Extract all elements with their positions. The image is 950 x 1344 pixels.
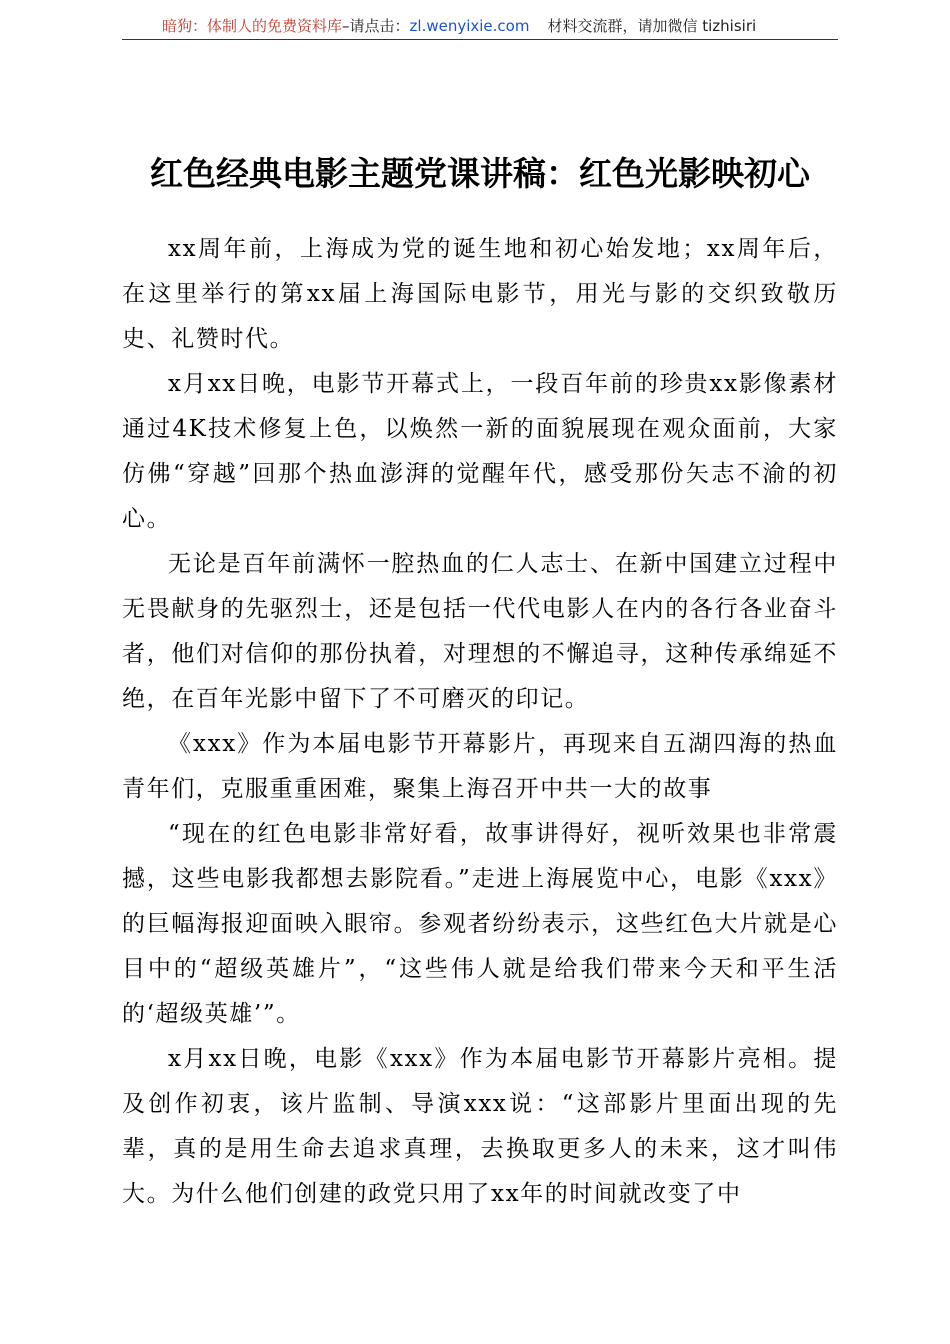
paragraph-2: x月xx日晚，电影节开幕式上，一段百年前的珍贵xx影像素材通过4K技术修复上色，以焕然一新的面貌展现在观众面前，大家仿佛“穿越”回那个热血澎湃的觉醒年代，感受那份矢志不渝的初心。 — [122, 371, 838, 532]
header-divider — [122, 39, 838, 40]
header-contact-text: 材料交流群，请加微信 tizhisiri — [547, 17, 757, 35]
paragraph-3: 无论是百年前满怀一腔热血的仁人志士、在新中国建立过程中无畏献身的先驱烈士，还是包括一代代电影人在内的各行各业奋斗者，他们对信仰的那份执着，对理想的不懈追寻，这种传承绵延不绝，在百年光影中留下了不可磨灭的印记。 — [122, 551, 838, 712]
paragraph-6: x月xx日晚，电影《xxx》作为本届电影节开幕影片亮相。提及创作初衷，该片监制、导演xxx说：“这部影片里面出现的先辈，真的是用生命去追求真理，去换取更多人的未来，这才叫伟大。为什么他们创建的政党只用了xx年的时间就改变了中 — [122, 1046, 838, 1207]
paragraph-5: “现在的红色电影非常好看，故事讲得好，视听效果也非常震撼，这些电影我都想去影院看。”走进上海展览中心，电影《xxx》的巨幅海报迎面映入眼帘。参观者纷纷表示，这些红色大片就是心目中的“超级英雄片”，“这些伟人就是给我们带来今天和平生活的‘超级英雄’”。 — [122, 821, 838, 1027]
header-brand: 暗狗：体制人的免费资料库 — [162, 17, 343, 35]
paragraph-4: 《xxx》作为本届电影节开幕影片，再现来自五湖四海的热血青年们，克服重重困难，聚集上海召开中共一大的故事 — [122, 731, 838, 802]
document-title: 红色经典电影主题党课讲稿：红色光影映初心 — [150, 154, 810, 193]
header-click-prompt: –请点击： — [342, 17, 410, 35]
header-site-link[interactable]: zl.wenyixie.com — [409, 17, 530, 35]
page-header — [122, 14, 838, 38]
paragraph-1: xx周年前，上海成为党的诞生地和初心始发地；xx周年后，在这里举行的第xx届上海国际电影节，用光与影的交织致敬历史、礼赞时代。 — [122, 236, 838, 352]
document-body — [122, 227, 838, 1217]
